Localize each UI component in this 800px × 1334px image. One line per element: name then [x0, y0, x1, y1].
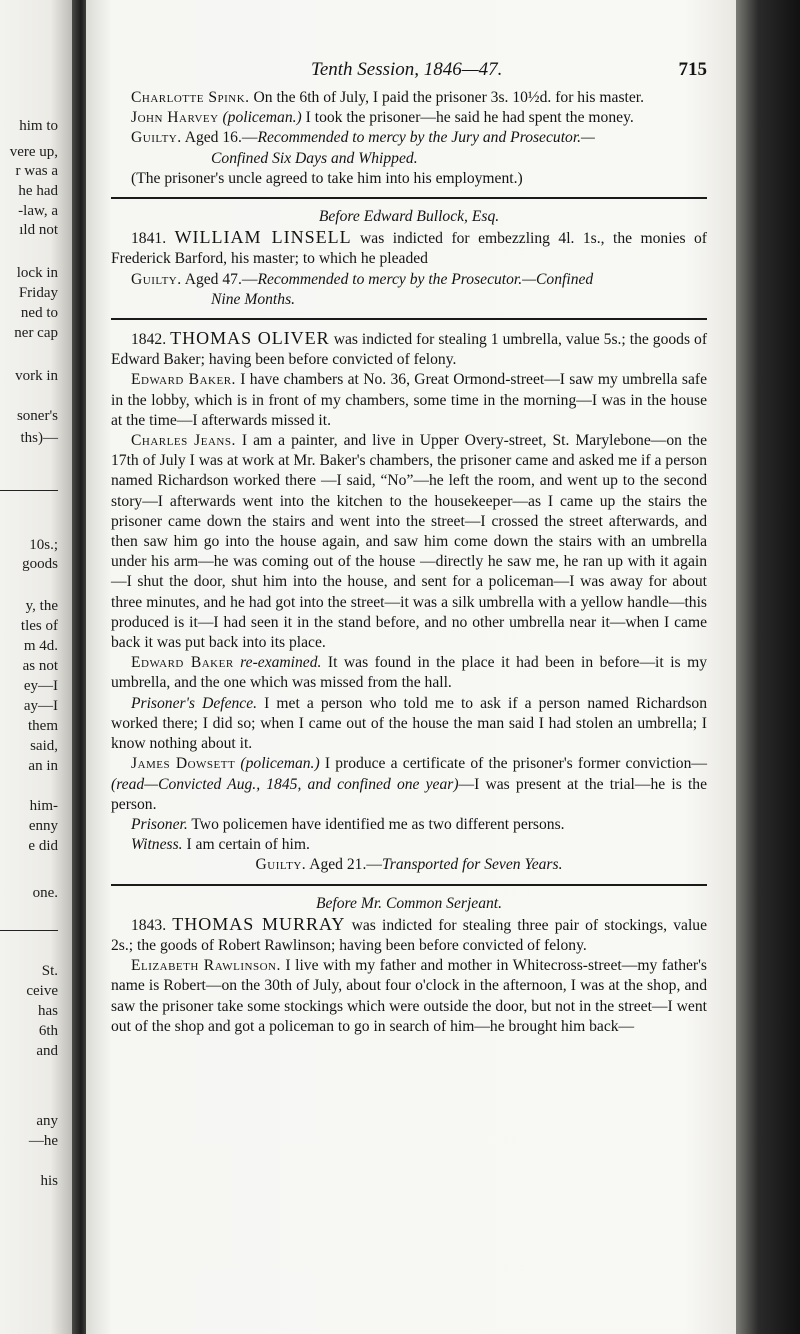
facing-page-line: 6th	[38, 1023, 58, 1039]
testimony-text: I took the prisoner—he said he had spent the money.	[305, 109, 634, 127]
section-rule	[111, 884, 707, 886]
verdict-recommendation: Recommended to mercy by the Jury and Prosecutor.—	[257, 129, 595, 147]
prisoner-defence	[111, 694, 707, 755]
facing-page-line: St.	[41, 963, 58, 979]
facing-page-line: 10s.;	[29, 537, 58, 553]
facing-page-line: and	[36, 1043, 58, 1059]
section-rule	[111, 318, 707, 320]
verdict-age: Aged 47.—	[184, 270, 258, 288]
verdict	[111, 855, 707, 875]
page-edge-shadow	[736, 0, 800, 1334]
facing-page-line: r was a	[15, 163, 58, 179]
defendant-name: THOMAS MURRAY	[172, 913, 346, 934]
testimony-text: I have chambers at No. 36, Great Ormond-street—I saw my umbrella safe in the lobby, which is in front of my chambers, some time in the morning—I was in the house at the time—I afterwards missed it.	[111, 371, 707, 429]
case-number: 1842.	[131, 331, 167, 349]
facing-page-line: ths)—	[20, 430, 58, 446]
facing-page-line: an in	[28, 758, 58, 774]
facing-page-line: enny	[28, 818, 58, 834]
statement-text: I am certain of him.	[186, 836, 310, 854]
facing-page-line: his	[40, 1173, 58, 1189]
facing-page-fragment	[0, 0, 72, 1334]
facing-page-line: ner cap	[14, 325, 58, 341]
verdict-recommendation: Recommended to mercy by the Prosecutor.—Confined	[257, 270, 594, 288]
testimony-dowsett	[111, 754, 707, 815]
testimony-spink	[111, 88, 707, 108]
testimony-text: I am a painter, and live in Upper Overy-street, St. Marylebone—on the 17th of July I was at work at Mr. Baker's chambers, the prisoner came and asked me if a person named Richardson worked there —I said, “No”—he left the room, and went up to the second story—I afterwards went into the kitchen to the housekeeper—as I came up the stairs the prisoner came down the stairs and went into the street—I crossed the street afterwards, and then saw him go into the house again, and saw him come down the stairs with an umbrella under his arm—he was coming out of the house —directly he saw me, he ran up with it again—I shut the door, shut him into the house, and sent for a policeman—I was away for about three minutes, and he had got into the street—it was a silk umbrella with a yellow handle—this produced is it—I had seen it in the stand before, and no other umbrella near it—when I came back it was put back into its place.	[111, 432, 707, 652]
indictment-text: was indicted for stealing three pair of stockings, value 2s.; the goods of Robert Rawlinson; having been before convicted of felony.	[111, 916, 707, 954]
page-number: 715	[678, 59, 707, 80]
indictment-text: was indicted for embezzling 4l. 1s., the monies of Frederick Barford, his master; to which he pleaded	[111, 230, 707, 268]
facing-page-line: ay—I	[23, 698, 58, 714]
verdict-sentence: Nine Months.	[211, 290, 296, 308]
page-text	[111, 60, 707, 1037]
court-heading: Before Edward Bullock, Esq.	[318, 208, 500, 226]
facing-page-line: has	[38, 1003, 58, 1019]
witness-name: Elizabeth Rawlinson.	[131, 957, 281, 975]
verdict	[111, 270, 707, 290]
facing-page-line: y, the	[25, 598, 58, 614]
case-number: 1843.	[131, 916, 167, 934]
facing-page-line: one.	[32, 885, 58, 901]
speaker-label: Prisoner.	[131, 815, 188, 833]
witness-name: John Harvey	[131, 109, 219, 127]
indictment-text: was indicted for stealing 1 umbrella, value 5s.; the goods of Edward Baker; having been before convicted of felony.	[111, 331, 708, 369]
indictment	[111, 914, 707, 956]
court-heading: Before Mr. Common Serjeant.	[315, 894, 503, 912]
facing-page-line: -law, a	[18, 203, 58, 219]
facing-page-line: —he	[28, 1133, 58, 1149]
facing-page-line: them	[28, 718, 58, 734]
facing-page-line: m 4d.	[23, 638, 58, 654]
witness-name: Charlotte Spink.	[131, 89, 250, 106]
testimony-text: I live with my father and mother in Whitecross-street—my father's name is Robert—on the 30th of July, about four o'clock in the afternoon, I was at the shop, and saw the prisoner take some stockings which were outside the door, but not in the street—I went out of the shop and got a policeman to go in search of him—he brought him back—	[111, 957, 707, 1035]
witness-name: Edward Baker.	[131, 371, 236, 389]
verdict-label: Guilty.	[255, 856, 307, 874]
testimony-text: I produce a certificate of the prisoner's former conviction—	[324, 755, 707, 773]
prisoner-statement	[111, 815, 707, 835]
witness-role: (policeman.)	[222, 109, 302, 127]
testimony-baker-reexamined	[111, 653, 707, 693]
verdict-sentence: Confined Six Days and Whipped.	[211, 149, 418, 167]
facing-page-rule	[0, 490, 58, 491]
case-number: 1841.	[131, 230, 167, 248]
verdict-label: Guilty.	[131, 270, 182, 288]
running-title: Tenth Session, 1846—47.	[311, 59, 503, 80]
witness-name: Charles Jeans.	[131, 432, 236, 450]
conviction-record: (read—Convicted Aug., 1845, and confined one year)	[111, 775, 459, 793]
facing-page-line: soner's	[16, 408, 58, 424]
facing-page-line: as not	[22, 658, 58, 674]
facing-page-line: goods	[22, 556, 58, 572]
statement-text: Two policemen have identified me as two different persons.	[191, 815, 565, 833]
verdict	[111, 128, 707, 148]
facing-page-line: Friday	[18, 285, 58, 301]
witness-name: Edward Baker	[131, 654, 234, 672]
testimony-baker	[111, 370, 707, 431]
facing-page-line: any	[36, 1113, 58, 1129]
facing-page-line: tles of	[20, 618, 58, 634]
facing-page-line: ey—I	[23, 678, 58, 694]
testimony-jeans	[111, 431, 707, 653]
facing-page-line: ceive	[26, 983, 58, 999]
facing-page-line: ıld not	[19, 222, 58, 238]
testimony-text: It was found in the place it had been in before—it is my umbrella, and the one which was missed from the hall.	[111, 654, 707, 692]
running-header	[111, 60, 707, 88]
note: (The prisoner's uncle agreed to take him into his employment.)	[131, 169, 523, 187]
verdict-sentence: Transported for Seven Years.	[381, 856, 563, 874]
testimony-text: —I was present at the trial—he is the person.	[111, 775, 707, 813]
facing-page-line: vork in	[15, 368, 58, 384]
verdict-label: Guilty.	[131, 129, 182, 147]
testimony-harvey	[111, 108, 707, 128]
witness-statement	[111, 835, 707, 855]
section-rule	[111, 197, 707, 199]
witness-role: (policeman.)	[240, 755, 320, 773]
testimony-rawlinson	[111, 956, 707, 1037]
facing-page-rule	[0, 930, 58, 931]
facing-page-line: vere up,	[9, 144, 58, 160]
facing-page-line: lock in	[16, 265, 58, 281]
indictment	[111, 328, 707, 370]
testimony-text: On the 6th of July, I paid the prisoner 3s. 10½d. for his master.	[253, 89, 645, 106]
defendant-name: WILLIAM LINSELL	[174, 227, 352, 248]
indictment	[111, 227, 707, 269]
facing-page-line: him to	[19, 118, 58, 134]
defence-text: I met a person who told me to ask if a person named Richardson worked there; I did so; when I came out of the house the man said I had stolen an umbrella; I know nothing about it.	[111, 694, 707, 753]
facing-page-line: said,	[30, 738, 58, 754]
facing-page-line: e did	[28, 838, 58, 854]
verdict-age: Aged 21.—	[309, 856, 382, 874]
defence-label: Prisoner's Defence.	[131, 694, 258, 712]
witness-name: James Dowsett	[131, 755, 236, 773]
facing-page-line: ned to	[20, 305, 58, 321]
speaker-label: Witness.	[131, 836, 183, 854]
defendant-name: THOMAS OLIVER	[170, 328, 330, 349]
verdict-age: Aged 16.—	[184, 129, 258, 147]
witness-role: re-examined.	[240, 654, 322, 672]
facing-page-line: him-	[29, 798, 58, 814]
facing-page-line: he had	[18, 183, 58, 199]
